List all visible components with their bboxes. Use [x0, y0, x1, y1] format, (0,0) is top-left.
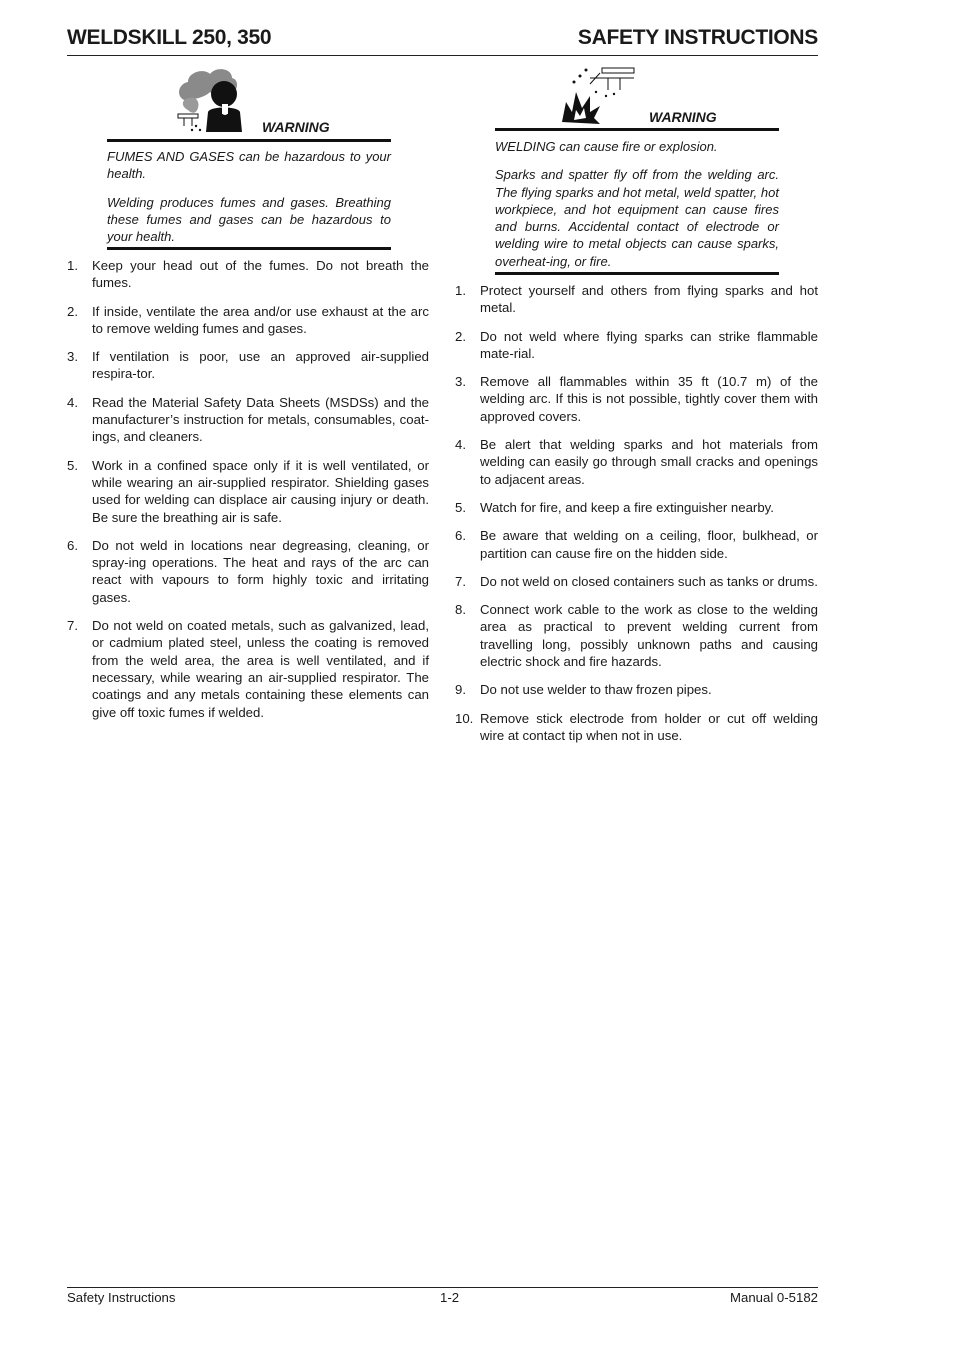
fumes-hazard-icon: [174, 66, 254, 136]
list-item: [455, 573, 818, 590]
list-item: [455, 601, 818, 670]
item-number: 1.: [67, 258, 78, 273]
item-text: Do not weld on closed containers such as tanks or drums.: [480, 573, 818, 589]
item-number: 7.: [67, 618, 78, 634]
item-number: 9.: [455, 682, 466, 698]
list-item: [67, 303, 429, 338]
item-text: Be alert that welding sparks and hot materials from welding can easily go through small cracks and openings to adjacent areas.: [480, 437, 818, 487]
item-number: 1.: [455, 283, 466, 298]
item-text: Work in a confined space only if it is well ventilated, or while wearing an air-supplied respirator. Shielding gases used for welding can displace air causing injury or death. Be sure the breathing air is safe.: [92, 457, 429, 525]
item-number: 8.: [455, 602, 466, 618]
item-text: Protect yourself and others from flying sparks and hot metal.: [480, 283, 818, 316]
warning-label: WARNING: [649, 109, 717, 125]
warning-bottom-rule: [107, 247, 391, 250]
list-item: [67, 394, 429, 446]
item-text: Do not use welder to thaw frozen pipes.: [480, 682, 712, 698]
item-text: If inside, ventilate the area and/or use exhaust at the arc to remove welding fumes and gases.: [92, 303, 429, 336]
list-item: [67, 257, 429, 292]
warning-text: [107, 148, 391, 256]
warning-paragraph: Welding produces fumes and gases. Breathing these fumes and gases can be hazardous to your health.: [107, 194, 391, 245]
item-number: 3.: [455, 374, 466, 390]
warning-paragraph: WELDING can cause fire or explosion.: [495, 139, 718, 154]
item-number: 6.: [67, 537, 78, 553]
document-title: WELDSKILL 250, 350: [67, 26, 272, 49]
warning-top-rule: [495, 128, 779, 131]
fire-precautions-list: [455, 282, 818, 755]
list-item: [455, 499, 818, 516]
warning-paragraph: FUMES AND GASES can be hazardous to your health.: [107, 149, 391, 182]
item-text: Remove stick electrode from holder or cut off welding wire at contact tip when not in use.: [480, 710, 818, 743]
item-number: 2.: [67, 303, 78, 319]
manual-number: Manual 0-5182: [730, 1290, 818, 1305]
fumes-precautions-list: [67, 257, 429, 732]
list-item: [455, 328, 818, 363]
footer-section-name: Safety Instructions: [67, 1290, 176, 1305]
item-number: 5.: [455, 499, 466, 515]
header-divider: [67, 55, 818, 56]
warning-text: [495, 138, 779, 281]
item-number: 2.: [455, 328, 466, 344]
list-item: [455, 527, 818, 562]
list-item: [455, 681, 818, 698]
page-number: 1-2: [440, 1290, 460, 1305]
list-item: [67, 537, 429, 606]
item-text: Do not weld in locations near degreasing, cleaning, or spray-ing operations. The heat and rays of the arc can react with vapours to form highly toxic and irritating gases.: [92, 537, 429, 605]
item-number: 5.: [67, 457, 78, 473]
item-text: Do not weld on coated metals, such as galvanized, lead, or cadmium plated steel, unless the coating is removed from the weld area, the area is well ventilated, and if necessary, while wearing an air-supplied respirator. The coatings and any metals containing these elements can give off toxic fumes if welded.: [92, 618, 429, 720]
item-text: Keep your head out of the fumes. Do not breath the fumes.: [92, 258, 429, 291]
item-text: Read the Material Safety Data Sheets (MSDSs) and the manufacturer’s instruction for metals, consumables, coat-ings, and cleaners.: [92, 394, 429, 445]
list-item: [455, 436, 818, 488]
list-item: [455, 373, 818, 425]
warning-label: WARNING: [262, 119, 330, 135]
list-item: [67, 348, 429, 383]
list-item: [67, 457, 429, 526]
item-text: Be aware that welding on a ceiling, floor, bulkhead, or partition can cause fire on the hidden side.: [480, 528, 818, 561]
item-number: 4.: [67, 394, 78, 410]
warning-top-rule: [107, 139, 391, 142]
section-title: SAFETY INSTRUCTIONS: [577, 26, 818, 49]
item-number: 3.: [67, 349, 78, 365]
item-number: 7.: [455, 573, 466, 589]
list-item: [455, 282, 818, 317]
item-number: 4.: [455, 437, 466, 453]
warning-paragraph: Sparks and spatter fly off from the welding arc. The flying sparks and hot metal, weld spatter, hot workpiece, and hot equipment can cause fires and burns. Accidental contact of electrode or welding wire to metal objects can cause sparks, overheat-ing, or fire.: [495, 167, 779, 269]
item-text: Watch for fire, and keep a fire extinguisher nearby.: [480, 499, 774, 515]
item-text: Remove all flammables within 35 ft (10.7 m) of the welding arc. If this is not possible, tightly cover them with approved covers.: [480, 374, 818, 424]
item-number: 10.: [455, 710, 474, 726]
fire-explosion-icon: [560, 66, 638, 126]
warning-bottom-rule: [495, 272, 779, 275]
list-item: [67, 617, 429, 721]
item-number: 6.: [455, 528, 466, 544]
item-text: If ventilation is poor, use an approved air-supplied respira-tor.: [92, 349, 429, 382]
footer-divider: [67, 1287, 818, 1288]
item-text: Connect work cable to the work as close to the welding area as practical to prevent welding current from travelling long, possibly unknown paths and causing electric shock and fire hazards.: [480, 602, 818, 670]
list-item: [455, 710, 818, 745]
item-text: Do not weld where flying sparks can strike flammable mate-rial.: [480, 328, 818, 361]
